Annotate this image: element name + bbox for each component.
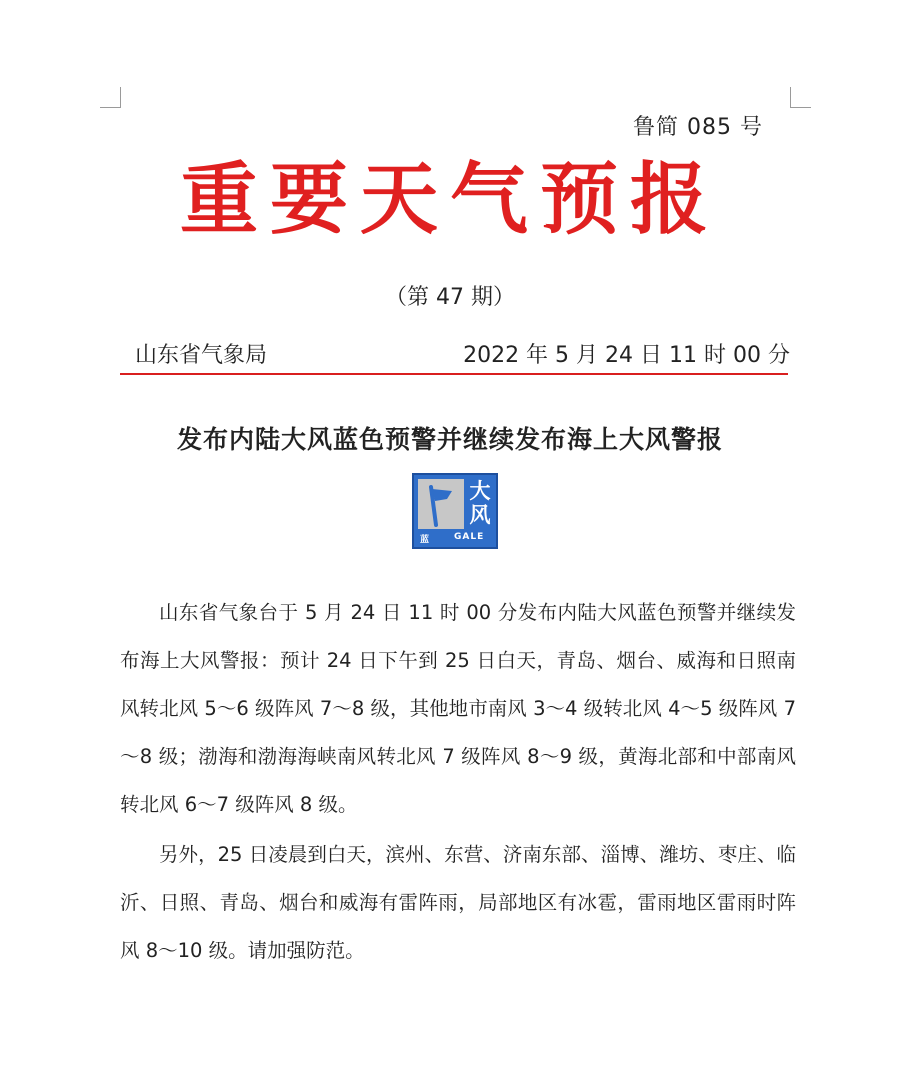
body-text <box>120 589 796 977</box>
paragraph-2: 另外，25 日凌晨到白天，滨州、东营、济南东部、淄博、潍坊、枣庄、临沂、日照、青岛、烟台和威海有雷阵雨，局部地区有冰雹，雷雨地区雷雨时阵风 8～10 级。请加强防范。 <box>120 843 796 962</box>
badge-english-label: GALE <box>454 532 485 542</box>
gale-warning-badge <box>412 473 498 549</box>
wind-flag-icon <box>418 479 464 529</box>
badge-char-top: 大 <box>469 479 491 503</box>
issue-number: （第 47 期） <box>385 285 515 310</box>
document-title: 重要天气预报 <box>179 155 720 245</box>
badge-level-label: 蓝 <box>420 535 430 545</box>
badge-label-bar <box>418 531 494 545</box>
crop-mark-top-right <box>790 87 811 108</box>
badge-gale-characters <box>466 479 494 529</box>
document-number: 鲁简 085 号 <box>633 115 763 140</box>
crop-mark-top-left <box>100 87 121 108</box>
issuer: 山东省气象局 <box>135 343 268 368</box>
headline: 发布内陆大风蓝色预警并继续发布海上大风警报 <box>176 425 723 454</box>
badge-char-bottom: 风 <box>469 503 491 527</box>
issuer-date-row <box>135 338 790 370</box>
red-divider <box>120 373 788 375</box>
paragraph-1: 山东省气象台于 5 月 24 日 11 时 00 分发布内陆大风蓝色预警并继续发布海上大风警报：预计 24 日下午到 25 日白天，青岛、烟台、威海和日照南风转北风 5～6 级阵风 7～8 级，其他地市南风 3～4 级转北风 4～5 级阵风 7～8 级；渤海和渤海海峡南风转北风 7 级阵风 8～9 级，黄海北部和中部南风转北风 6～7 级阵风 8 级。 <box>120 601 796 816</box>
issue-datetime: 2022 年 5 月 24 日 11 时 00 分 <box>463 343 790 368</box>
badge-icon-panel <box>418 479 464 529</box>
